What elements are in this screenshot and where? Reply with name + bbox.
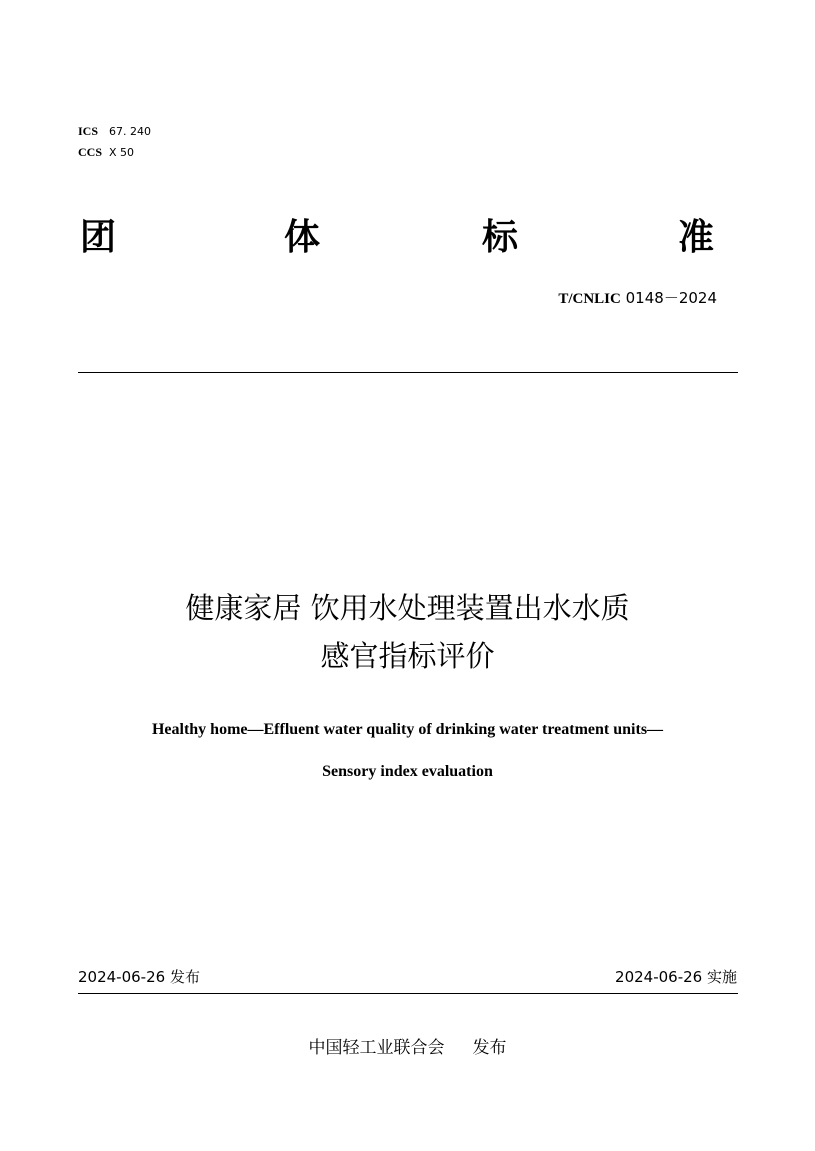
implement-date: 2024-06-26 实施 [615,968,737,986]
standard-type-char-1: 团 [80,217,117,258]
title-en-line-2: Sensory index evaluation [322,763,493,780]
standard-number-value: 0148－2024 [625,289,717,307]
publish-date: 2024-06-26 发布 [78,968,200,986]
publisher-action: 发布 [472,1038,507,1058]
ics-code [78,121,151,142]
publisher [0,1033,815,1058]
title-en-line-1: Healthy home—Effluent water quality of drinking water treatment units— [151,721,664,738]
ccs-value: X 50 [109,146,135,159]
footer-divider [78,993,738,994]
standard-number [558,287,717,308]
standard-type-char-4: 准 [678,217,715,258]
publisher-name: 中国轻工业联合会 [308,1038,445,1058]
ccs-label: CCS [78,145,103,159]
title-cn-line-2: 感官指标评价 [320,639,495,673]
ccs-code [78,142,151,163]
ics-value: 67. 240 [109,125,151,138]
classification-codes [78,121,151,163]
header-divider [78,372,738,373]
standard-type-char-3: 标 [482,217,519,258]
standard-type-heading [78,210,738,266]
standard-type-char-2: 体 [284,217,321,258]
ics-label: ICS [78,124,99,138]
title-cn-line-1: 健康家居 饮用水处理装置出水水质 [185,591,630,625]
standard-number-prefix: T/CNLIC [558,291,621,307]
